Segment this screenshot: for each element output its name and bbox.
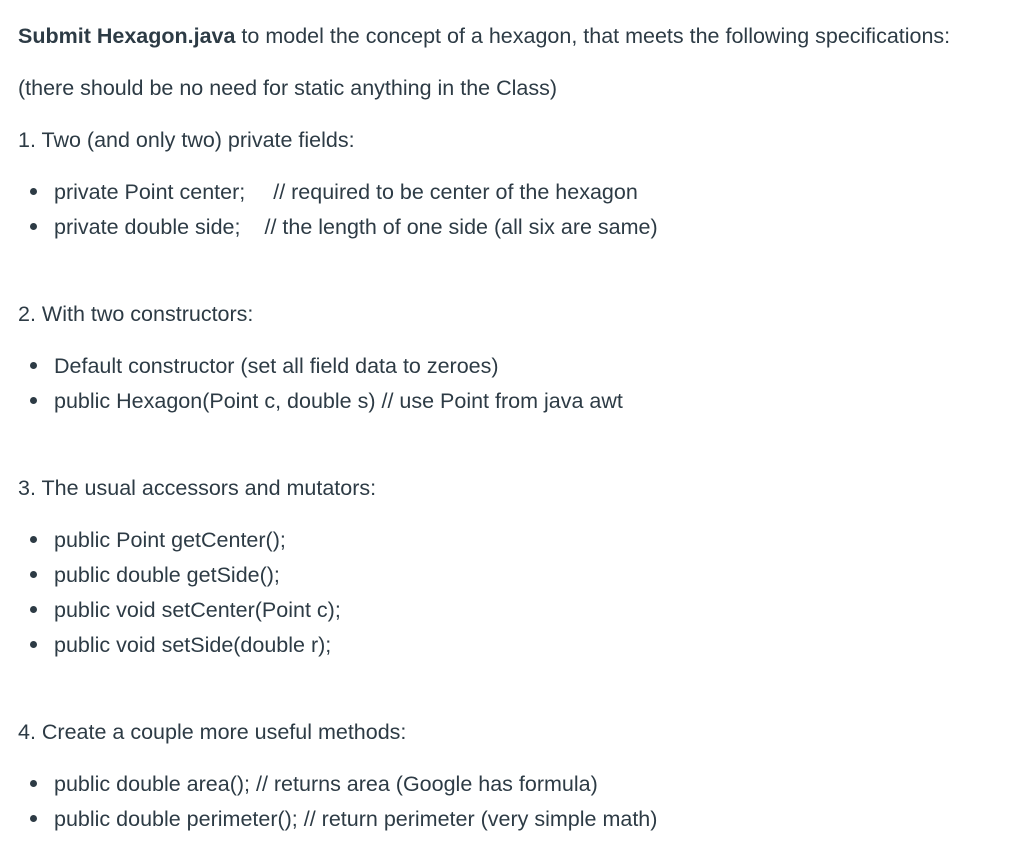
field-comment: // required to be center of the hexagon [273,180,638,204]
constructor-text: public Hexagon(Point c, double s) // use Point from java awt [54,389,623,413]
constructor-item [30,352,499,380]
section-1-heading: 1. Two (and only two) private fields: [18,128,355,152]
constructor-item [30,387,623,415]
mutator-text: public void setCenter(Point c); [54,598,341,622]
accessor-item [30,561,280,589]
accessor-item [30,526,286,554]
method-text: public double perimeter(); // return perimeter (very simple math) [54,807,658,831]
method-text: public double area(); // returns area (Google has formula) [54,772,598,796]
mutator-text: public void setSide(double r); [54,633,332,657]
mutator-item [30,631,331,659]
accessor-text: public double getSide(); [54,563,280,587]
section-4-heading: 4. Create a couple more useful methods: [18,720,407,744]
bullet-icon [30,571,37,578]
bullet-icon [30,188,37,195]
field-item-center [30,178,638,206]
section-3-heading: 3. The usual accessors and mutators: [18,476,377,500]
accessor-text: public Point getCenter(); [54,528,286,552]
mutator-item [30,596,341,624]
section-2-heading: 2. With two constructors: [18,302,254,326]
method-item [30,770,598,798]
bullet-icon [30,397,37,404]
field-comment: // the length of one side (all six are same) [264,215,658,239]
field-code: private Point center; [54,180,246,204]
field-item-side [30,213,658,241]
intro-text: to model the concept of a hexagon, that meets the following specifications: [235,24,951,48]
bullet-icon [30,606,37,613]
bullet-icon [30,815,37,822]
bullet-icon [30,780,37,787]
field-code: private double side; [54,215,241,239]
bullet-icon [30,362,37,369]
bullet-icon [30,641,37,648]
intro-paragraph [18,22,950,50]
static-note: (there should be no need for static anything in the Class) [18,76,558,100]
intro-filename: Submit Hexagon.java [18,24,236,48]
bullet-icon [30,536,37,543]
constructor-text: Default constructor (set all field data to zeroes) [54,354,499,378]
bullet-icon [30,223,37,230]
method-item [30,805,657,833]
